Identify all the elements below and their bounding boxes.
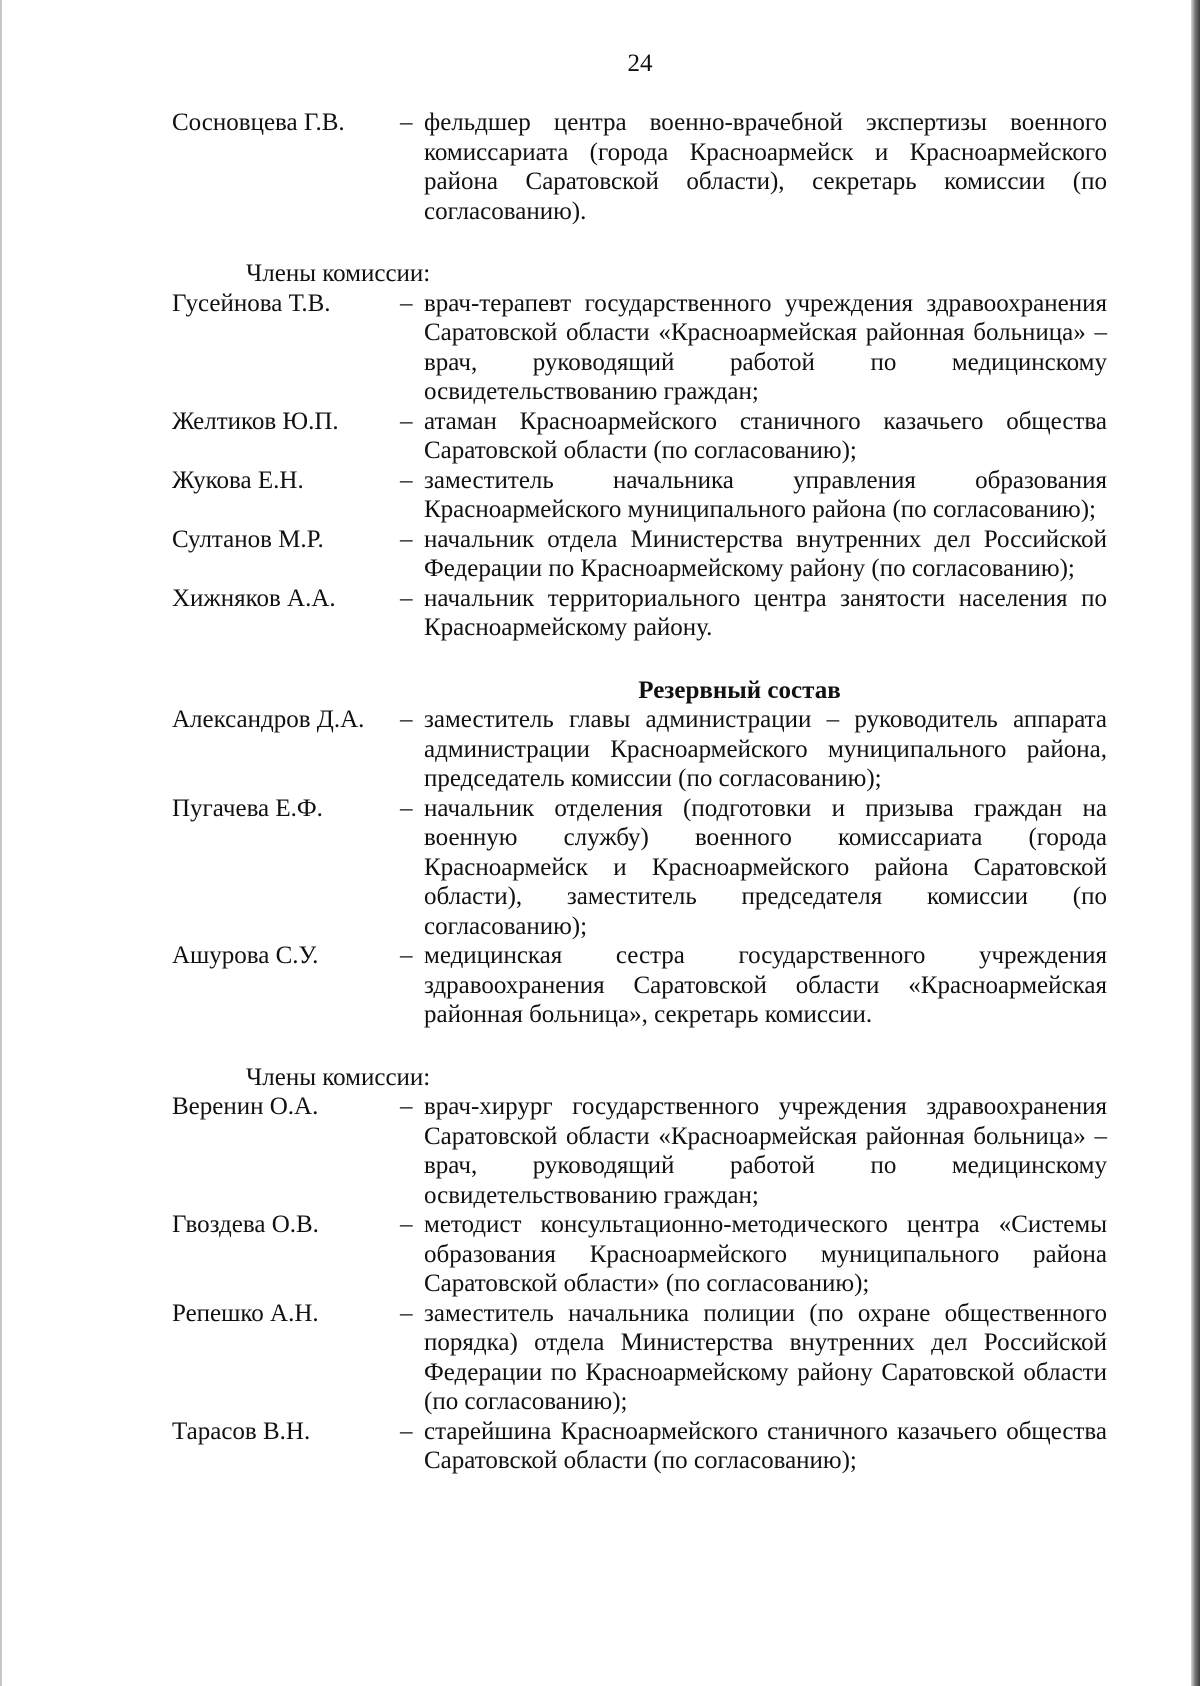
person-name: Репешко А.Н. [172,1299,319,1327]
dash: – [400,109,413,136]
member-entry [172,1417,1107,1476]
member-entry [172,1299,1107,1417]
page-number: 24 [627,50,653,77]
person-role-block [400,525,1107,584]
member-entry [172,584,1107,643]
person-role-block [400,289,1107,407]
member-entry [172,407,1107,466]
person-role-block [400,1092,1107,1210]
member-entry [172,525,1107,584]
person-role-block [400,1299,1107,1417]
person-role: врач-хирург государственного учреждения здравоохранения Саратовской области «Красноармейская районная больница» – врач, руководящий работой по медицинскому освидетельствованию граждан; [424,1093,1107,1209]
section-title: Резервный состав [638,676,841,704]
lead-entry [172,705,1107,794]
person-role-block [400,1210,1107,1299]
person-name: Гвоздева О.В. [172,1211,319,1238]
person-role-block [400,407,1107,466]
dash: – [400,942,413,969]
scan-edge-left [0,0,2,1686]
dash: – [400,466,413,494]
dash: – [400,584,413,612]
dash: – [400,289,413,317]
person-name: Пугачева Е.Ф. [172,794,323,822]
person-role: методист консультационно-методического центра «Системы образования Красноармейского муниципального района Саратовской области» (по согласованию); [424,1211,1107,1297]
dash: – [400,706,413,733]
scan-edge-right [1191,0,1200,1686]
person-role-block [400,794,1107,942]
member-entry [172,1092,1107,1210]
person-role-block [400,705,1107,794]
person-name: Александров Д.А. [172,706,365,733]
reserve-members-list [172,1092,1107,1476]
dash: – [400,794,413,822]
lead-entry [172,941,1107,1030]
person-role-block [400,584,1107,643]
person-name: Жукова Е.Н. [172,466,304,494]
members-label: Члены комиссии: [246,1063,431,1091]
person-role: начальник территориального центра занятости населения по Красноармейскому району. [424,584,1107,641]
member-entry [172,1210,1107,1299]
person-name: Веренин О.А. [172,1093,319,1120]
person-name: Сосновцева Г.В. [172,109,345,136]
person-role: заместитель начальника полиции (по охране общественного порядка) отдела Министерства внутренних дел Российской Федерации по Красноармейскому району Саратовской области (по согласованию); [424,1299,1107,1415]
reserve-leads-list [172,705,1107,1030]
person-role: заместитель начальника управления образования Красноармейского муниципального района (по согласованию); [424,466,1107,523]
person-name: Тарасов В.Н. [172,1417,311,1445]
person-role-block [400,1417,1107,1476]
person-role: медицинская сестра государственного учреждения здравоохранения Саратовской области «Красноармейская районная больница», секретарь комиссии. [424,942,1107,1028]
entry-secretary [172,108,1107,226]
dash: – [400,407,413,435]
dash: – [400,525,413,553]
dash: – [400,1093,413,1120]
dash: – [400,1211,413,1238]
person-name: Ашурова С.У. [172,942,319,969]
dash: – [400,1299,413,1327]
members-label: Члены комиссии: [246,260,431,287]
spacer [172,643,1107,676]
person-role: начальник отдела Министерства внутренних дел Российской Федерации по Красноармейскому району (по согласованию); [424,525,1107,582]
person-role: начальник отделения (подготовки и призыва граждан на военную службу) военного комиссариата (города Красноармейск и Красноармейского района Саратовской области), заместитель председателя комиссии (по согласованию); [424,794,1107,940]
dash: – [400,1417,413,1445]
spacer [172,226,1107,259]
person-role: врач-терапевт государственного учреждения здравоохранения Саратовской области «Красноармейская районная больница» – врач, руководящий работой по медицинскому освидетельствованию граждан; [424,289,1107,405]
person-role-block [400,466,1107,525]
person-name: Желтиков Ю.П. [172,407,339,435]
person-role-block [400,108,1107,226]
document-body [172,108,1107,1476]
person-role: старейшина Красноармейского станичного казачьего общества Саратовской области (по согласованию); [424,1417,1107,1474]
person-name: Хижняков А.А. [172,584,336,612]
spacer [172,1030,1107,1063]
person-role: атаман Красноармейского станичного казачьего общества Саратовской области (по согласованию); [424,407,1107,464]
member-entry [172,289,1107,407]
members-list [172,289,1107,643]
person-role: фельдшер центра военно-врачебной экспертизы военного комиссариата (города Красноармейск и Красноармейского района Саратовской области), секретарь комиссии (по согласованию). [424,109,1107,225]
member-entry [172,466,1107,525]
person-role: заместитель главы администрации – руководитель аппарата администрации Красноармейского муниципального района, председатель комиссии (по согласованию); [424,706,1107,792]
person-role-block [400,941,1107,1030]
person-name: Гусейнова Т.В. [172,289,331,317]
person-name: Султанов М.Р. [172,525,324,553]
lead-entry [172,794,1107,942]
